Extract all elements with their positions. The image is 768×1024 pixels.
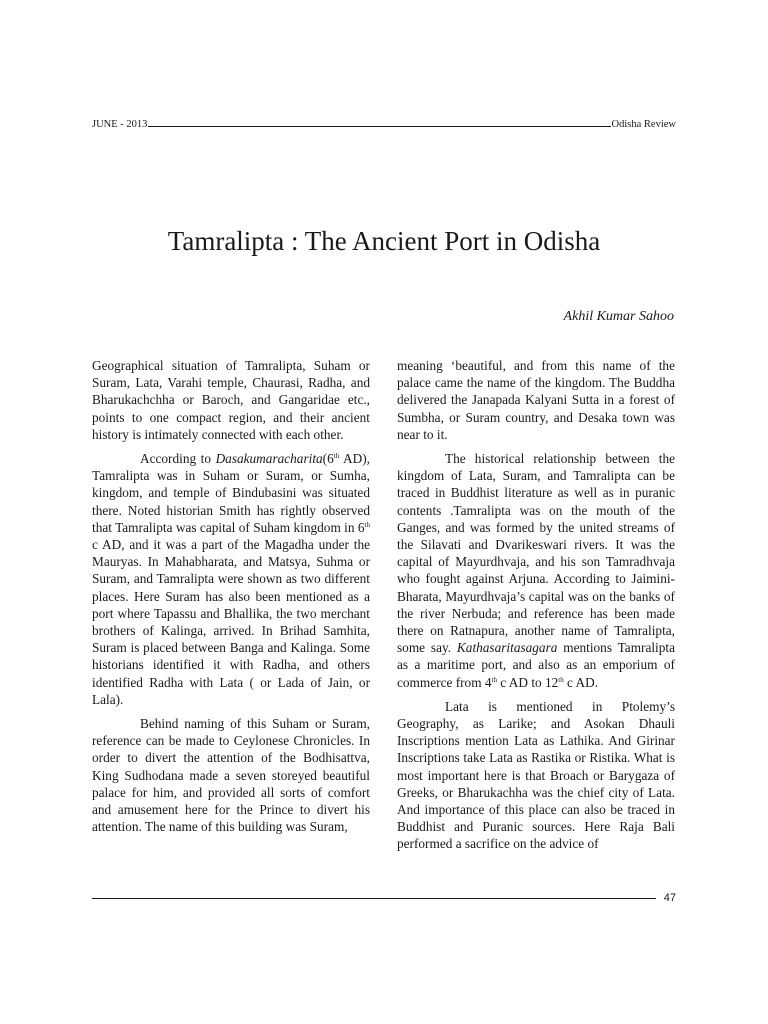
text-run: According to bbox=[140, 451, 216, 467]
right-paragraph-1: meaning ‘beautiful, and from this name of the palace came the name of the kingdom. The Buddha delivered the Janapada Kalyani Sutta in a forest of Sumbha, or Suram country, and Desaka town was near to it. bbox=[397, 358, 675, 442]
text-run: mentions Tamralipta as a maritime port, and also as an emporium of commerce from 4 bbox=[397, 640, 675, 690]
text-run: AD), Tamralipta was in Suham or Suram, or Sumha, kingdom, and temple of Bindubasini was situated there. Noted historian Smith has rightly observed that Tamralipta was capital of Suham kingdom in 6 bbox=[92, 451, 370, 535]
right-paragraph-2 bbox=[397, 450, 675, 691]
work-title: Dasakumaracharita bbox=[215, 451, 323, 467]
footer-rule bbox=[92, 898, 656, 899]
article-author: Akhil Kumar Sahoo bbox=[563, 309, 674, 324]
article-title: Tamralipta : The Ancient Port in Odisha bbox=[167, 226, 601, 256]
text-run: The historical relationship between the kingdom of Lata, Suram, and Tamralipta can be traced in Buddhist literature as well as in puranic contents .Tamralipta was on the mouth of the Ganges, and was formed by the united streams of the Silavati and Dvarikeswari rivers. It was the capital of Mayurdhvaja, and his son Tamradhvaja who fought against Arjuna. According to Jaimini-Bharata, Mayurdhvaja’s capital was on the banks of the river Nerbuda; and reference has been made there on Ratnapura, another name of Tamralipta, some say. bbox=[397, 451, 675, 656]
header-rule bbox=[148, 126, 610, 127]
header-journal-name: Odisha Review bbox=[611, 119, 676, 130]
text-run: c AD. bbox=[563, 674, 599, 690]
left-paragraph-2 bbox=[92, 450, 370, 708]
running-header bbox=[92, 114, 676, 130]
right-column bbox=[397, 357, 675, 860]
left-paragraph-3: Behind naming of this Suham or Suram, reference can be made to Ceylonese Chronicles. In order to divert the attention of the Bodhisattva, King Sudhodana made a seven storeyed beautiful palace for him, and provided all sorts of comfort and amusement here for the Prince to divert his attention. The name of this building was Suram, bbox=[92, 716, 370, 835]
superscript: th bbox=[558, 675, 564, 684]
right-paragraph-3: Lata is mentioned in Ptolemy’s Geography, as Larike; and Asokan Dhauli Inscriptions mention Lata as Lathika. And Girinar Inscriptions take Lata as Rastika or Ristika. What is most important here is that Broach or Barygaza of Greeks, or Bharukachha was the chief city of Lata. And importance of this place can also be traced in Buddhist and Puranic sources. Here Raja Bali performed a sacrifice on the advice of bbox=[397, 698, 675, 852]
text-run: c AD, and it was a part of the Magadha under the Mauryas. In Mahabharata, and Matsya, Suhma or Suram, and Tamralipta were shown as two different places. Here Suram has also been mentioned as a port where Tapassu and Bhallika, the two merchant brothers of Kalinga, arrived. In Brihad Samhita, Suram is placed between Banga and Kalinga. Some historians identified it with Radha, and others identified Radha with Lata ( or Lada of Jain, or Lala). bbox=[92, 537, 370, 707]
work-title: Kathasaritasagara bbox=[456, 640, 558, 656]
header-issue-date: JUNE - 2013 bbox=[92, 119, 148, 130]
text-run: (6 bbox=[322, 451, 334, 467]
left-column bbox=[92, 357, 370, 842]
left-paragraph-1: Geographical situation of Tamralipta, Suham or Suram, Lata, Varahi temple, Chaurasi, Radha, and Bharukachchha or Baroch, and Gangaridae etc., points to one compact region, and their ancient history is intimately connected with each other. bbox=[92, 358, 370, 442]
page-footer bbox=[92, 890, 676, 906]
superscript: th bbox=[364, 520, 370, 529]
text-run: c AD to 12 bbox=[496, 674, 559, 690]
superscript: th bbox=[491, 675, 497, 684]
superscript: th bbox=[333, 452, 340, 461]
page-number: 47 bbox=[663, 892, 676, 904]
